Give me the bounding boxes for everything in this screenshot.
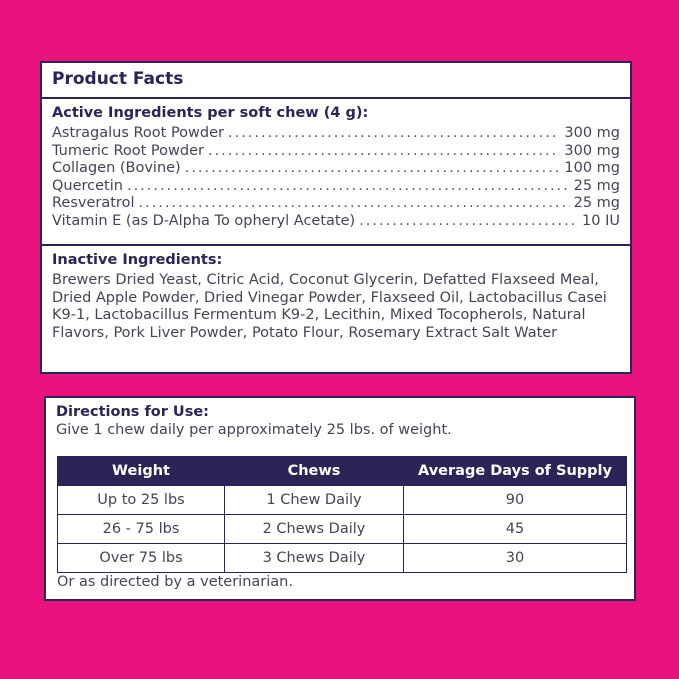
dot-leader	[138, 195, 569, 213]
cell-weight: Up to 25 lbs	[58, 486, 225, 515]
cell-days: 45	[404, 515, 627, 544]
active-ingredient-row	[52, 160, 620, 178]
header-days-supply: Average Days of Supply	[404, 457, 627, 486]
ingredient-amount: 300 mg	[564, 142, 620, 159]
table-row	[58, 544, 627, 573]
active-ingredients-heading: Active Ingredients per soft chew (4 g):	[52, 105, 369, 121]
inactive-ingredients-section	[42, 246, 630, 342]
cell-chews: 3 Chews Daily	[225, 544, 404, 573]
dot-leader	[228, 125, 560, 143]
active-ingredient-row	[52, 178, 620, 196]
active-ingredient-row	[52, 125, 620, 143]
ingredient-name: Quercetin	[52, 177, 123, 194]
directions-panel	[44, 396, 636, 601]
table-row	[58, 486, 627, 515]
product-facts-title: Product Facts	[42, 63, 630, 99]
cell-days: 30	[404, 544, 627, 573]
dot-leader	[208, 143, 560, 161]
inactive-ingredients-text: Brewers Dried Yeast, Citric Acid, Coconut Glycerin, Defatted Flaxseed Meal, Dried Apple Powder, Dried Vinegar Powder, Flaxseed Oil, Lactobacillus Casei K9-1, Lactobacillus Fermentum K9-2, Lecithin, Mixed Tocopherols, Natural Flavors, Pork Liver Powder, Potato Flour, Rosemary Extract Salt Water	[52, 272, 607, 341]
table-row	[58, 515, 627, 544]
ingredient-name: Collagen (Bovine)	[52, 160, 181, 176]
table-header-row	[58, 457, 627, 486]
active-ingredient-list	[52, 125, 620, 230]
active-ingredient-row	[52, 213, 620, 231]
supply-table	[57, 456, 627, 573]
cell-days: 90	[404, 486, 627, 515]
ingredient-name: Resveratrol	[52, 195, 135, 211]
directions-heading: Directions for Use:	[56, 404, 209, 420]
active-ingredient-row	[52, 195, 620, 213]
cell-weight: 26 - 75 lbs	[58, 515, 225, 544]
header-weight: Weight	[58, 457, 225, 486]
ingredient-amount: 25 mg	[573, 177, 620, 194]
header-chews: Chews	[225, 457, 404, 486]
product-facts-panel	[40, 61, 632, 374]
ingredient-name: Vitamin E (as D-Alpha To opheryl Acetate)	[52, 212, 356, 229]
dot-leader	[185, 160, 561, 178]
cell-weight: Over 75 lbs	[58, 544, 225, 573]
active-ingredient-row	[52, 143, 620, 161]
ingredient-name: Tumeric Root Powder	[52, 142, 204, 159]
directions-text: Give 1 chew daily per approximately 25 lbs. of weight.	[56, 422, 452, 438]
ingredient-name: Astragalus Root Powder	[52, 125, 224, 141]
dot-leader	[359, 213, 578, 231]
ingredient-amount: 300 mg	[564, 125, 620, 141]
inactive-ingredients-heading: Inactive Ingredients:	[52, 252, 223, 268]
directions-footer: Or as directed by a veterinarian.	[57, 574, 293, 590]
cell-chews: 1 Chew Daily	[225, 486, 404, 515]
active-ingredients-section	[42, 99, 630, 246]
cell-chews: 2 Chews Daily	[225, 515, 404, 544]
ingredient-amount: 100 mg	[564, 160, 620, 176]
ingredient-amount: 25 mg	[573, 195, 620, 211]
dot-leader	[127, 178, 570, 196]
ingredient-amount: 10 IU	[582, 212, 620, 229]
